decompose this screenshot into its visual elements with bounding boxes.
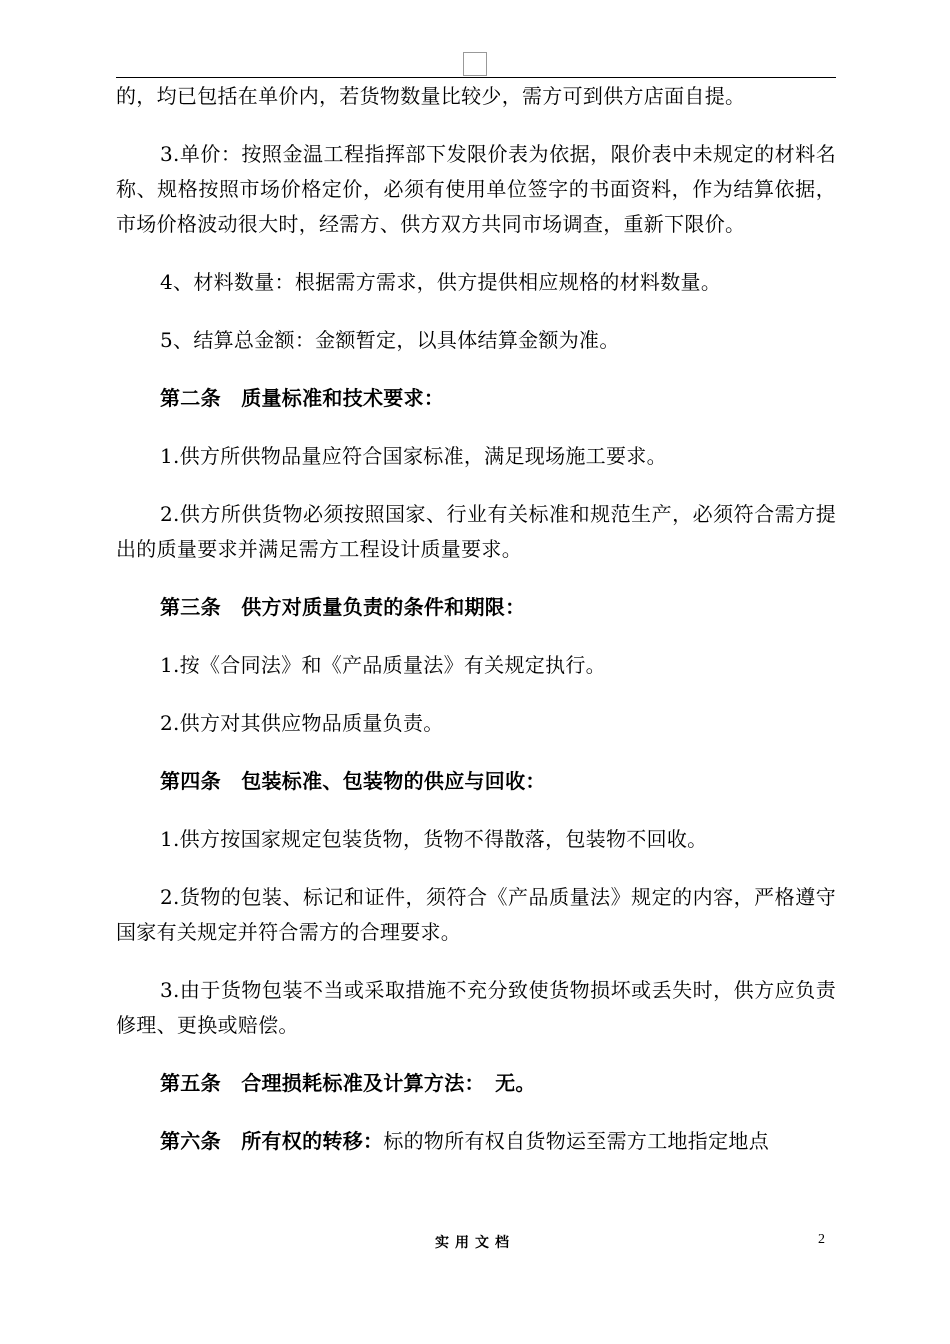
section-heading-6: 第六条 所有权的转移：标的物所有权自货物运至需方工地指定地点 xyxy=(160,1129,770,1153)
paragraph-2: 4、材料数量：根据需方需求，供方提供相应规格的材料数量。 xyxy=(160,270,722,294)
page-number: 2 xyxy=(818,1232,825,1247)
section-heading-3: 第三条 供方对质量负责的条件和期限： xyxy=(160,595,526,619)
paragraph-3: 5、结算总金额：金额暂定，以具体结算金额为准。 xyxy=(160,328,620,352)
paragraph-6: 2.供方所供货物必须按照国家、行业有关标准和规范生产，必须符合需方提出的质量要求并满足需方工程设计质量要求。 xyxy=(116,502,836,561)
header-rule xyxy=(116,77,836,78)
paragraph-11: 1.供方按国家规定包装货物，货物不得散落，包装物不回收。 xyxy=(160,827,708,851)
document-body xyxy=(116,79,836,1182)
paragraph-8: 1.按《合同法》和《产品质量法》有关规定执行。 xyxy=(160,653,606,677)
paragraph-12: 2.货物的包装、标记和证件，须符合《产品质量法》规定的内容，严格遵守国家有关规定并符合需方的合理要求。 xyxy=(116,885,836,944)
paragraph-13: 3.由于货物包装不当或采取措施不充分致使货物损坏或丢失时，供方应负责修理、更换或赔偿。 xyxy=(116,978,836,1037)
paragraph-1: 3.单价：按照金温工程指挥部下发限价表为依据，限价表中未规定的材料名称、规格按照市场价格定价，必须有使用单位签字的书面资料，作为结算依据，市场价格波动很大时，经需方、供方双方共同市场调查，重新下限价。 xyxy=(116,142,836,236)
footer-label: 实用文档 xyxy=(435,1235,515,1251)
paragraph-5: 1.供方所供物品量应符合国家标准，满足现场施工要求。 xyxy=(160,444,667,468)
paragraph-9: 2.供方对其供应物品质量负责。 xyxy=(160,711,444,735)
section-heading-2: 第二条 质量标准和技术要求： xyxy=(160,386,445,410)
paragraph-0: 的，均已包括在单价内，若货物数量比较少，需方可到供方店面自提。 xyxy=(116,84,746,108)
section-heading-4: 第四条 包装标准、包装物的供应与回收： xyxy=(160,769,546,793)
header-marker-box xyxy=(463,52,487,76)
section-heading-5: 第五条 合理损耗标准及计算方法： 无。 xyxy=(160,1071,536,1095)
